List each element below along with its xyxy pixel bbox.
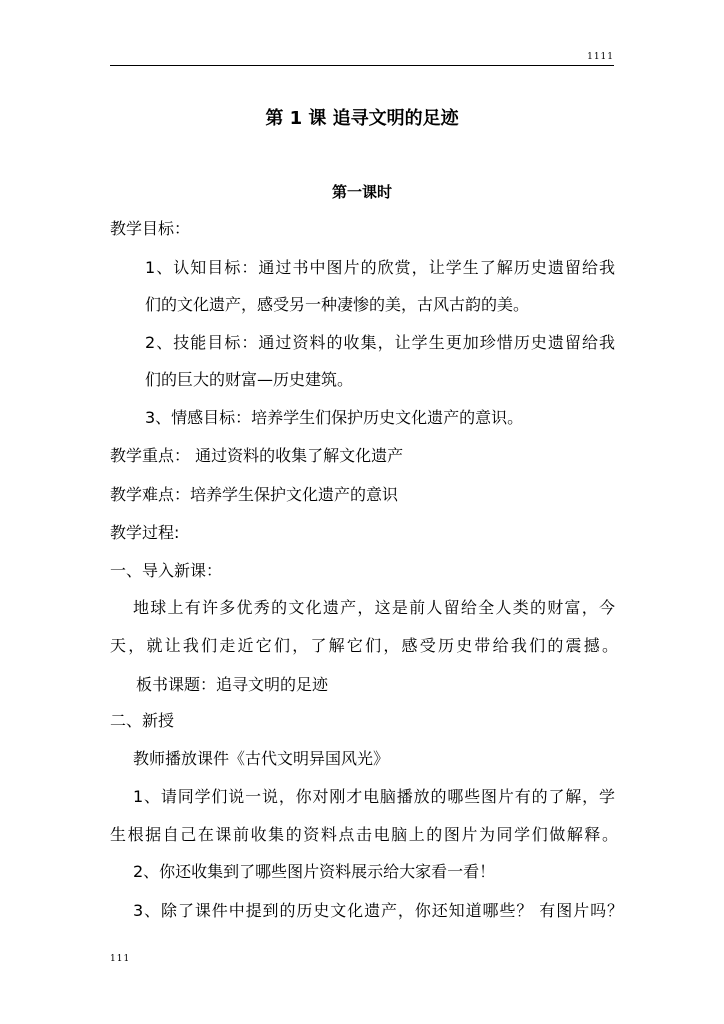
lesson-subtitle: 第一课时 bbox=[331, 183, 392, 201]
step-1-line-2: 生根据自己在课前收集的资料点击电脑上的图片为同学们做解释。 bbox=[110, 825, 618, 844]
objective-cognitive-line-1: 1、认知目标：通过书中图片的欣赏，让学生了解历史遗留给我 bbox=[145, 258, 615, 277]
footer-page-number: 111 bbox=[110, 954, 131, 964]
step-1-line-1: 1、请同学们说一说，你对刚才电脑播放的哪些图片有的了解，学 bbox=[133, 787, 615, 806]
intro-paragraph-line-2: 天，就让我们走近它们，了解它们，感受历史带给我们的震撼。 bbox=[110, 636, 618, 655]
section-new-lesson-heading: 二、新授 bbox=[110, 711, 175, 730]
teaching-process-heading: 教学过程: bbox=[110, 523, 180, 542]
step-2-line: 2、你还收集到了哪些图片资料展示给大家看一看！ bbox=[133, 862, 496, 881]
teaching-difficulty: 教学难点：培养学生保护文化遗产的意识 bbox=[110, 485, 399, 504]
objective-cognitive-line-2: 们的文化遗产，感受另一种凄惨的美，古风古韵的美。 bbox=[145, 295, 530, 314]
objective-skill-line-2: 们的巨大的财富—历史建筑。 bbox=[145, 370, 354, 389]
board-topic: 板书课题：追寻文明的足迹 bbox=[136, 675, 329, 694]
header-page-number: 1111 bbox=[587, 52, 614, 62]
intro-paragraph-line-1: 地球上有许多优秀的文化遗产，这是前人留给全人类的财富，今 bbox=[133, 598, 615, 617]
header-rule bbox=[110, 65, 614, 66]
step-3-line: 3、除了课件中提到的历史文化遗产，你还知道哪些？ 有图片吗？ bbox=[133, 901, 623, 920]
section-objectives-heading: 教学目标： bbox=[110, 219, 191, 238]
objective-emotion-line: 3、情感目标：培养学生们保护历史文化遗产的意识。 bbox=[145, 408, 524, 427]
courseware-line: 教师播放课件《古代文明异国风光》 bbox=[133, 749, 390, 768]
lesson-title: 第 1 课 追寻文明的足迹 bbox=[265, 108, 459, 129]
objective-skill-line-1: 2、技能目标：通过资料的收集，让学生更加珍惜历史遗留给我 bbox=[145, 333, 615, 352]
section-intro-heading: 一、导入新课： bbox=[110, 561, 223, 580]
teaching-focus: 教学重点： 通过资料的收集了解文化遗产 bbox=[110, 446, 404, 465]
